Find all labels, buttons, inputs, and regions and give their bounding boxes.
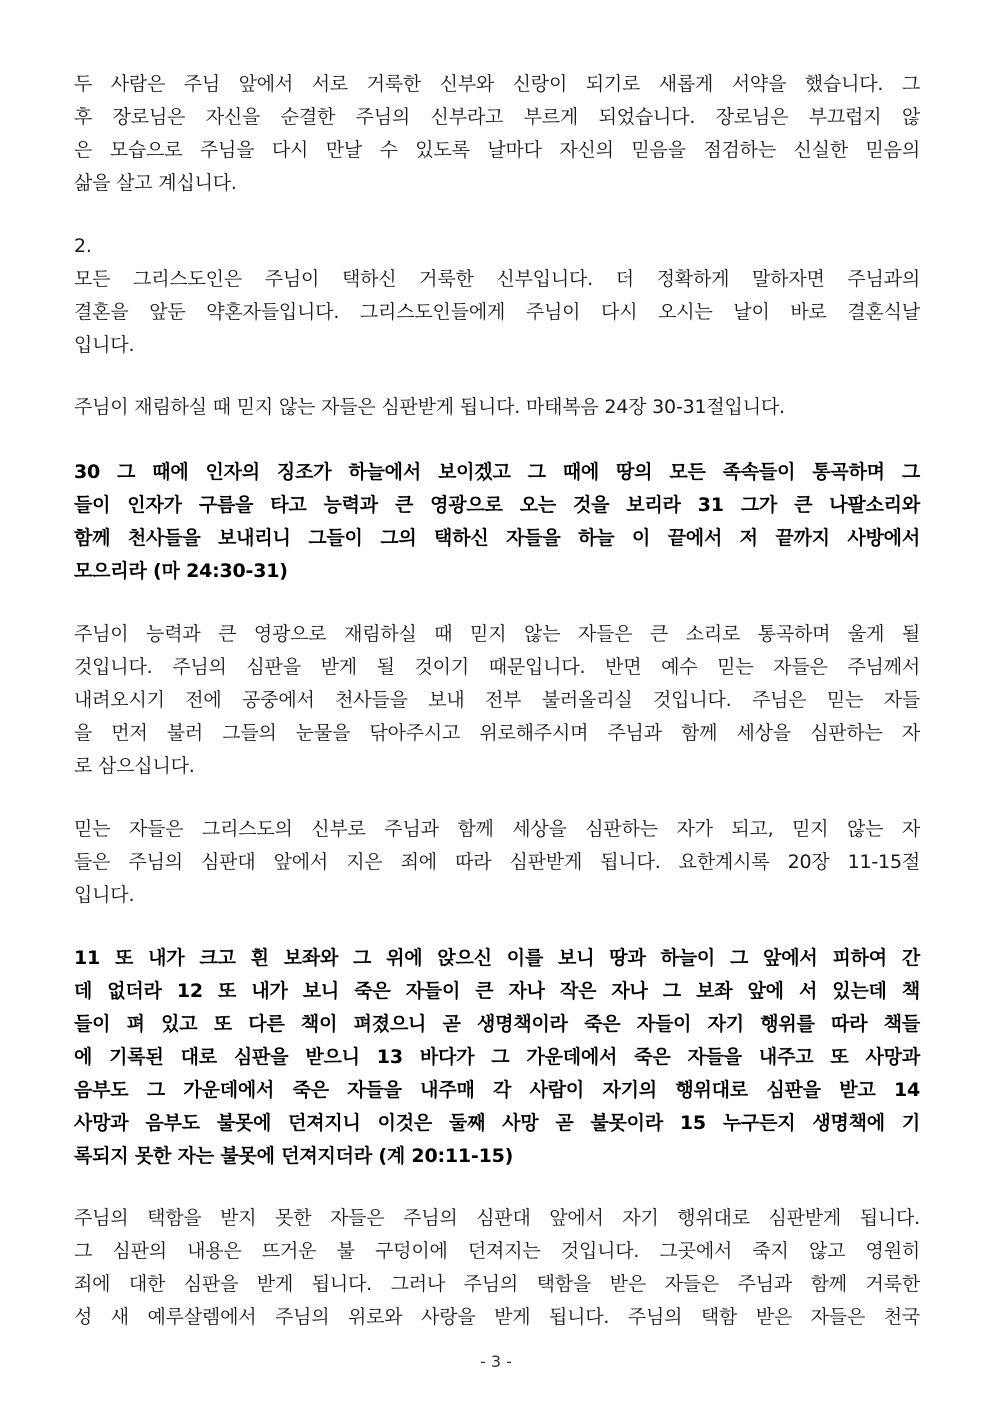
- paragraph-3: [74, 391, 920, 424]
- quote-line: 록되지 못한 자는 불못에 던져지더라 (계 20:11-15): [74, 1145, 514, 1167]
- text-line: 로 삼으십니다.: [74, 755, 195, 777]
- paragraph-4: [74, 618, 920, 783]
- quote-line: 음부도 그 가운데에서 죽은 자들을 내주매 각 사람이 자기의 행위대로 심판을 받고 14: [74, 1079, 920, 1101]
- paragraph-5: [74, 813, 920, 912]
- quote-line: 모으리라 (마 24:30-31): [74, 560, 288, 582]
- text-line: 내려오시기 전에 공중에서 천사들을 보내 전부 불러올리실 것입니다. 주님은 믿는 자들: [74, 689, 920, 711]
- quote-line: 들이 인자가 구름을 타고 능력과 큰 영광으로 오는 것을 보리라 31 그가 큰 나팔소리와: [74, 494, 920, 516]
- section-number: 2.: [74, 235, 92, 257]
- quote-line: 데 없더라 12 또 내가 보니 죽은 자들이 큰 자나 작은 자나 그 보좌 앞에 서 있는데 책: [74, 980, 920, 1002]
- text-line: 을 먼저 불러 그들의 눈물을 닦아주시고 위로해주시며 주님과 함께 세상을 심판하는 자: [74, 722, 920, 744]
- text-line: 주님이 재림하실 때 믿지 않는 자들은 심판받게 됩니다. 마태복음 24장 30-31절입니다.: [74, 396, 785, 418]
- text-line: 결혼을 앞둔 약혼자들입니다. 그리스도인들에게 주님이 다시 오시는 날이 바로 결혼식날: [74, 301, 920, 323]
- quote-line: 11 또 내가 크고 흰 보좌와 그 위에 앉으신 이를 보니 땅과 하늘이 그 앞에서 피하여 간: [74, 947, 920, 969]
- text-line: 두 사람은 주님 앞에서 서로 거룩한 신부와 신랑이 되기로 새롭게 서약을 했습니다. 그: [74, 73, 920, 95]
- quote-line: 사망과 음부도 불못에 던져지니 이것은 둘째 사망 곧 불못이라 15 누구든지 생명책에 기: [74, 1112, 920, 1134]
- text-line: 입니다.: [74, 334, 135, 356]
- text-line: 주님이 능력과 큰 영광으로 재림하실 때 믿지 않는 자들은 큰 소리로 통곡하며 울게 될: [74, 623, 920, 645]
- quote-line: 들이 펴 있고 또 다른 책이 펴졌으니 곧 생명책이라 죽은 자들이 자기 행위를 따라 책들: [74, 1013, 920, 1035]
- text-line: 그 심판의 내용은 뜨거운 불 구덩이에 던져지는 것입니다. 그곳에서 죽지 않고 영원히: [74, 1240, 920, 1262]
- quote-line: 에 기록된 대로 심판을 받으니 13 바다가 그 가운데에서 죽은 자들을 내주고 또 사망과: [74, 1046, 920, 1068]
- quote-line: 함께 천사들을 보내리니 그들이 그의 택하신 자들을 하늘 이 끝에서 저 끝까지 사방에서: [74, 527, 920, 549]
- text-line: 주님의 택함을 받지 못한 자들은 주님의 심판대 앞에서 자기 행위대로 심판받게 됩니다.: [74, 1207, 920, 1229]
- text-line: 들은 주님의 심판대 앞에서 지은 죄에 따라 심판받게 됩니다. 요한계시록 20장 11-15절: [74, 851, 920, 873]
- section-2: [74, 230, 920, 362]
- text-line: 삶을 살고 계십니다.: [74, 172, 237, 194]
- text-line: 것입니다. 주님의 심판을 받게 될 것이기 때문입니다. 반면 예수 믿는 자들은 주님께서: [74, 656, 920, 678]
- text-line: 입니다.: [74, 884, 135, 906]
- text-line: 은 모습으로 주님을 다시 만날 수 있도록 날마다 자신의 믿음을 점검하는 신실한 믿음의: [74, 139, 920, 161]
- scripture-quote-revelation: [74, 942, 920, 1173]
- paragraph-6: [74, 1202, 920, 1334]
- text-line: 성 새 예루살렘에서 주님의 위로와 사랑을 받게 됩니다. 주님의 택함 받은 자들은 천국: [74, 1306, 920, 1328]
- scripture-quote-matthew: [74, 456, 920, 588]
- text-line: 죄에 대한 심판을 받게 됩니다. 그러나 주님의 택함을 받은 자들은 주님과 함께 거룩한: [74, 1273, 920, 1295]
- quote-line: 30 그 때에 인자의 징조가 하늘에서 보이겠고 그 때에 땅의 모든 족속들이 통곡하며 그: [74, 461, 920, 483]
- text-line: 모든 그리스도인은 주님이 택하신 거룩한 신부입니다. 더 정확하게 말하자면 주님과의: [74, 268, 920, 290]
- text-line: 후 장로님은 자신을 순결한 주님의 신부라고 부르게 되었습니다. 장로님은 부끄럽지 않: [74, 106, 920, 128]
- page-number: - 3 -: [480, 1352, 512, 1371]
- paragraph-1: [74, 68, 920, 200]
- text-line: 믿는 자들은 그리스도의 신부로 주님과 함께 세상을 심판하는 자가 되고, 믿지 않는 자: [74, 818, 920, 840]
